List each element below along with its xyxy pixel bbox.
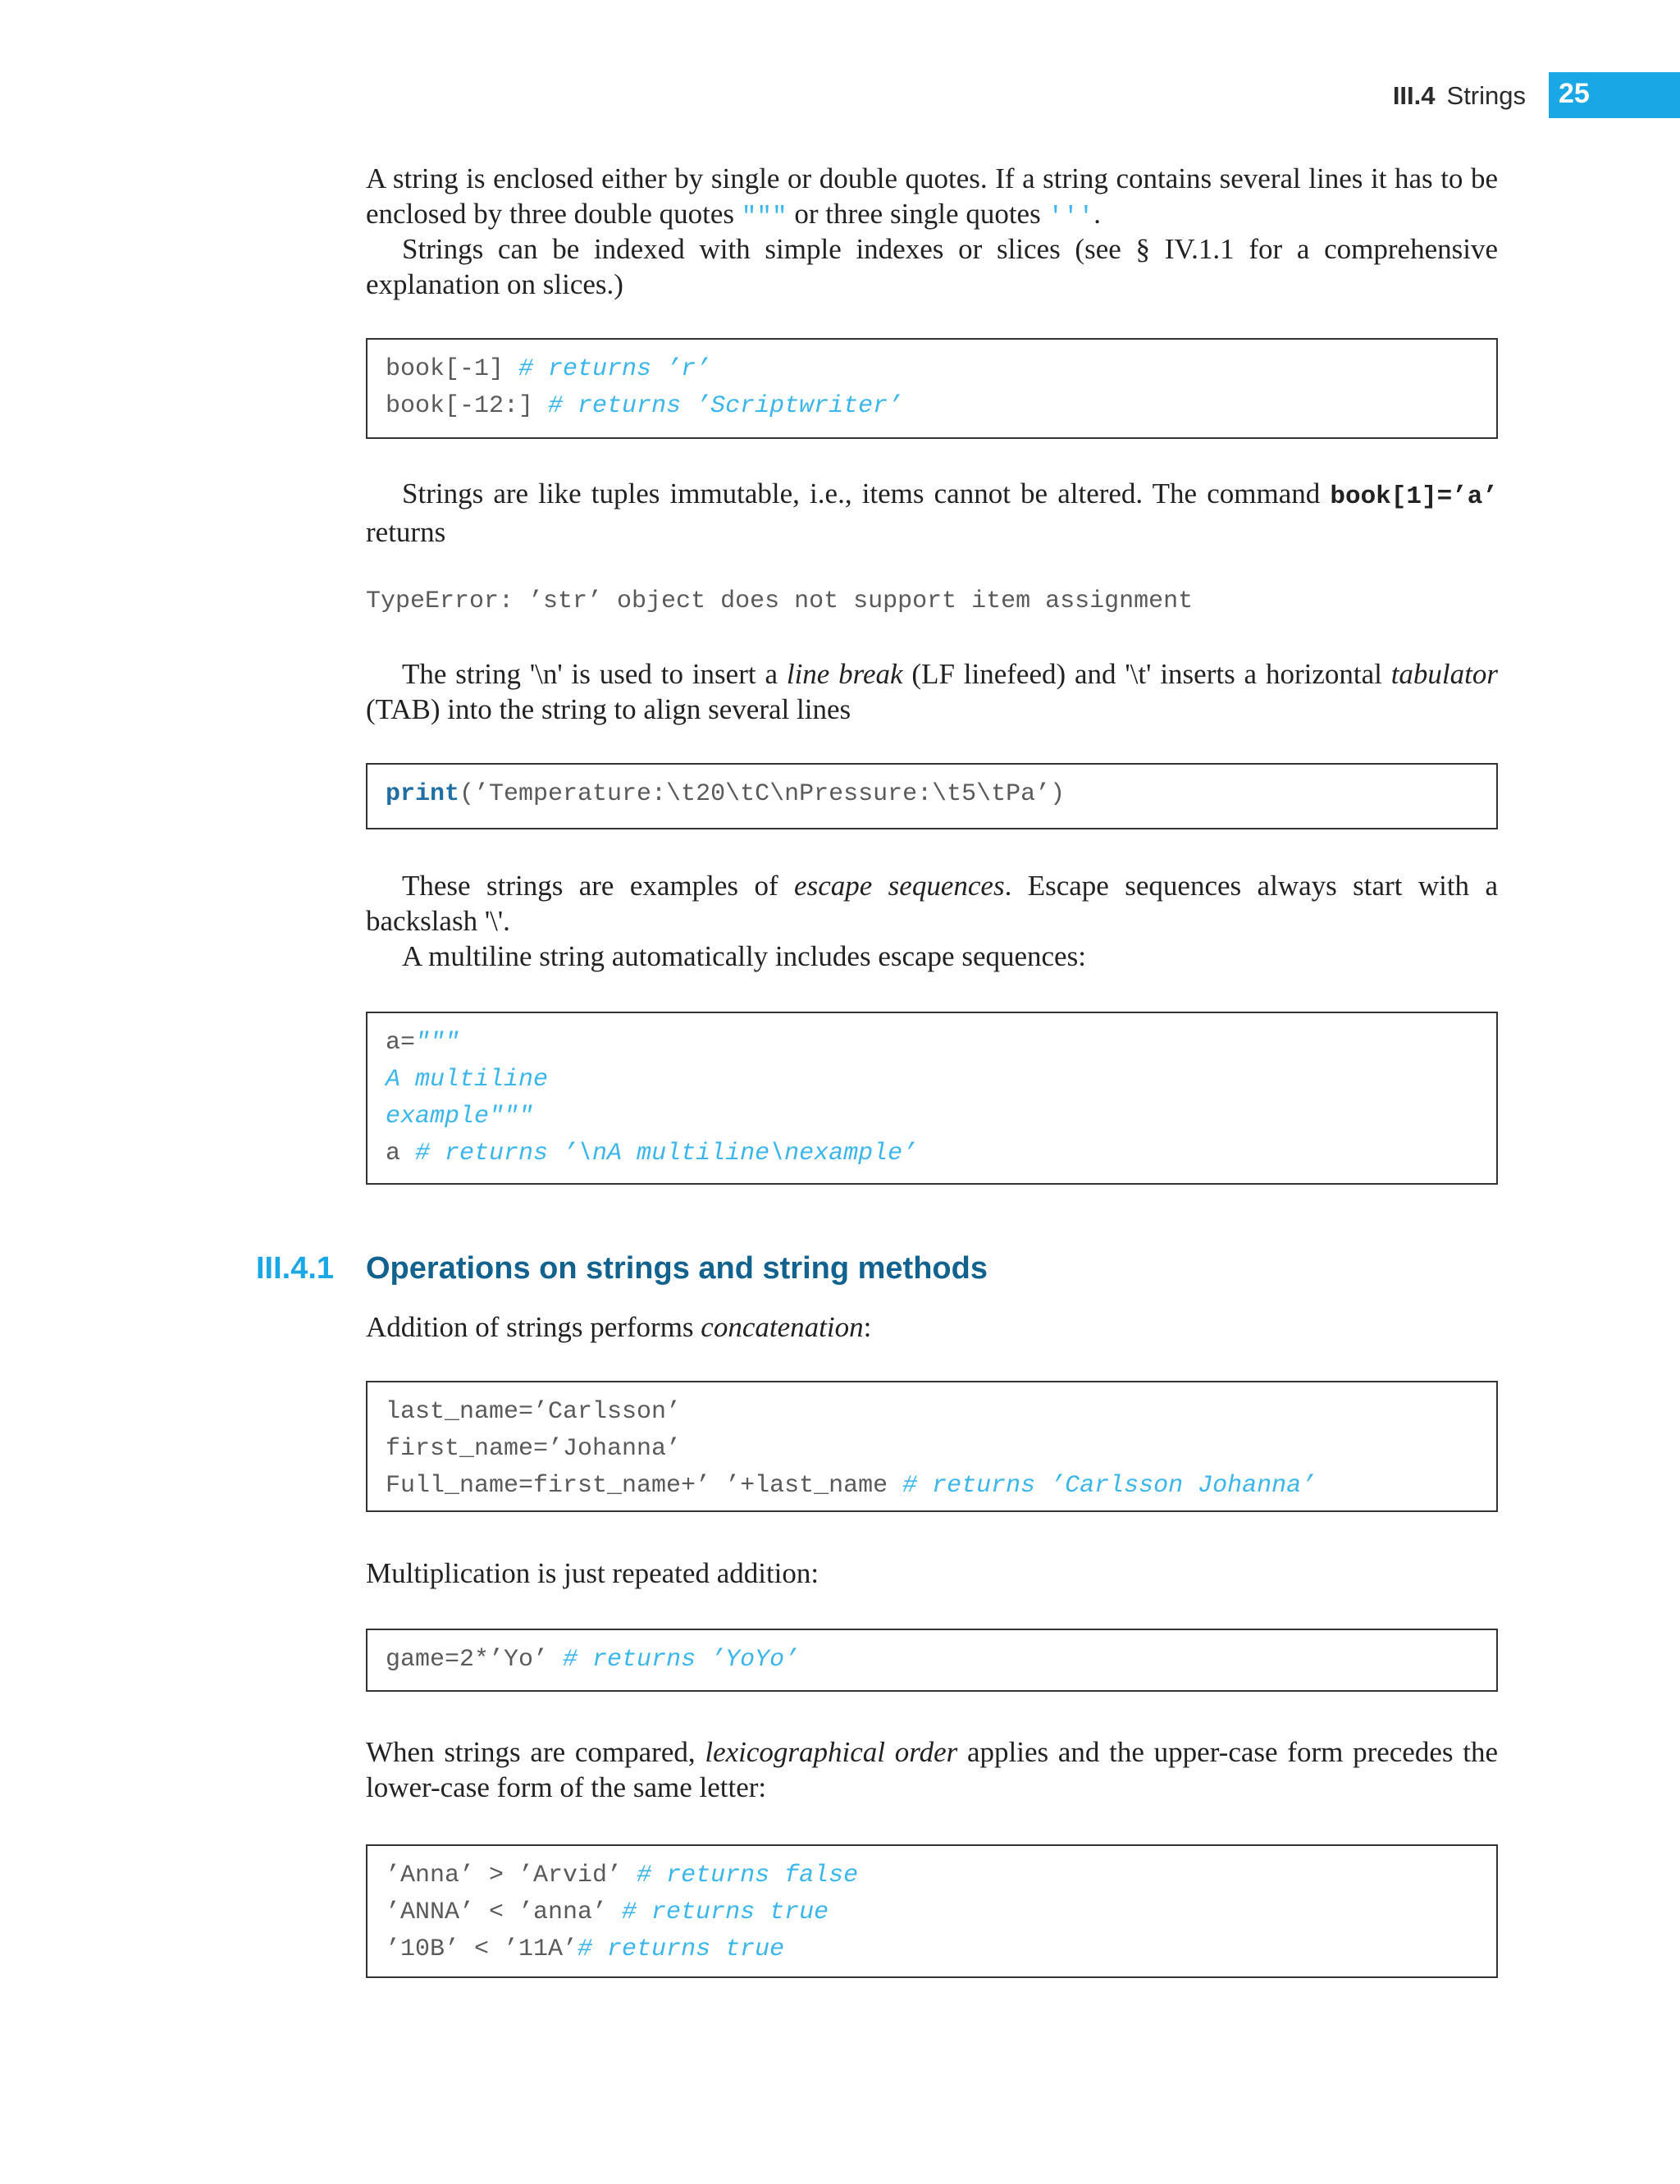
code-line [386,1931,1478,1968]
code-line [386,1642,1478,1679]
code-text: a [386,1140,416,1167]
code-text: game=2*’Yo’ [386,1646,564,1674]
paragraph-string-quotes [366,161,1498,235]
code-block-indexing [366,338,1498,439]
code-text: Full_name=first_name+’ ’+last_name [386,1472,903,1500]
code-text: book[-1] [386,355,519,383]
paragraph-multiplication: Multiplication is just repeated addition: [366,1557,819,1589]
code-string: """ [415,1029,460,1057]
code-comment: # returns ’r’ [518,355,711,383]
code-line [386,1857,1478,1894]
code-block-comparison [366,1844,1498,1978]
term-lexicographical-order: lexicographical order [705,1736,958,1768]
paragraph-multiline: A multiline string automatically includes escape sequences: [402,940,1086,972]
p9-text: When strings are compared, [366,1736,705,1768]
triple-double-quotes: """ [741,203,788,231]
code-comment: # returns false [637,1862,859,1889]
term-concatenation: concatenation [701,1311,864,1343]
p9-text: applies and the upper-case form precedes the lower-case form of the same letter: [366,1736,1499,1803]
code-comment: # returns true [622,1898,829,1926]
paragraph-lexicographical [366,1734,1498,1805]
p7-text: : [863,1311,872,1343]
code-line: last_name=’Carlsson’ [386,1398,682,1426]
code-line: first_name=’Johanna’ [386,1435,682,1463]
code-line [386,776,1478,813]
code-text: (’Temperature:\t20\tC\nPressure:\t5\tPa’) [459,780,1066,808]
paragraph-indexing: Strings can be indexed with simple indexes or slices (see § IV.1.1 for a comprehensive explanation on slices.) [366,233,1498,300]
header-section-title: Strings [1446,81,1526,110]
term-tabulator: tabulator [1390,658,1498,690]
code-comment: # returns ’YoYo’ [563,1646,800,1674]
code-line [386,1468,1478,1505]
keyword-print: print [386,780,460,808]
p3-text2: returns [366,516,446,548]
p1-line1: A string is enclosed either by single or double quotes. If a string contains several lines it [366,162,1387,194]
p4-text: (LF linefeed) and '\t' inserts a horizontal [902,658,1391,690]
inline-code: book[1]=’a’ [1330,482,1498,511]
page-number: 25 [1559,78,1590,109]
code-block-concatenation [366,1381,1498,1512]
paragraph-line-break [366,656,1498,727]
type-error-output: TypeError: ’str’ object does not support item assignment [366,587,1194,615]
p5-text: These strings are examples of [402,870,795,902]
code-line: A multiline [386,1066,549,1094]
header-section-number: III.4 [1392,81,1436,110]
code-comment: # returns ’Carlsson Johanna’ [902,1472,1317,1500]
code-line [386,1894,1478,1931]
p1-line2a: has to be enclosed by three double quotes [366,162,1499,230]
paragraph-immutable [366,476,1498,550]
code-block-multiline [366,1012,1498,1185]
p5-text: . Escape sequences always start with a backslash '\'. [366,870,1499,937]
p4-text: (TAB) into the string to align several lines [366,693,851,725]
code-line [386,388,1478,425]
paragraph-escape-sequences [366,868,1498,939]
code-block-multiplication [366,1629,1498,1692]
triple-single-quotes: ''' [1048,203,1094,231]
p7-text: Addition of strings performs [366,1311,701,1343]
code-text: book[-12:] [386,392,549,420]
section-number: III.4.1 [256,1251,335,1286]
code-comment: # returns true [578,1935,785,1963]
code-line: example""" [386,1103,534,1131]
term-escape-sequences: escape sequences [794,870,1005,902]
code-text: ’ANNA’ < ’anna’ [386,1898,623,1926]
code-text: ’Anna’ > ’Arvid’ [386,1862,637,1889]
code-text: a= [386,1029,416,1057]
p1-line2c: . [1093,198,1102,230]
page-number-tab [1549,72,1680,118]
paragraph-concatenation [366,1309,1498,1345]
code-comment: # returns ’\nA multiline\nexample’ [415,1140,918,1167]
code-text: ’10B’ < ’11A’ [386,1935,578,1963]
p3-text: Strings are like tuples immutable, i.e., items cannot be altered. The command [402,477,1331,509]
p4-text: The string '\n' is used to insert a [402,658,787,690]
code-comment: # returns ’Scriptwriter’ [548,392,903,420]
p1-line2b: or three single quotes [787,198,1048,230]
code-line [386,1135,1478,1172]
code-line [386,1025,1478,1062]
running-header-title [1393,81,1526,111]
section-title: Operations on strings and string methods [366,1251,988,1286]
code-block-print [366,763,1498,829]
code-line [386,351,1478,388]
term-line-break: line break [786,658,903,690]
